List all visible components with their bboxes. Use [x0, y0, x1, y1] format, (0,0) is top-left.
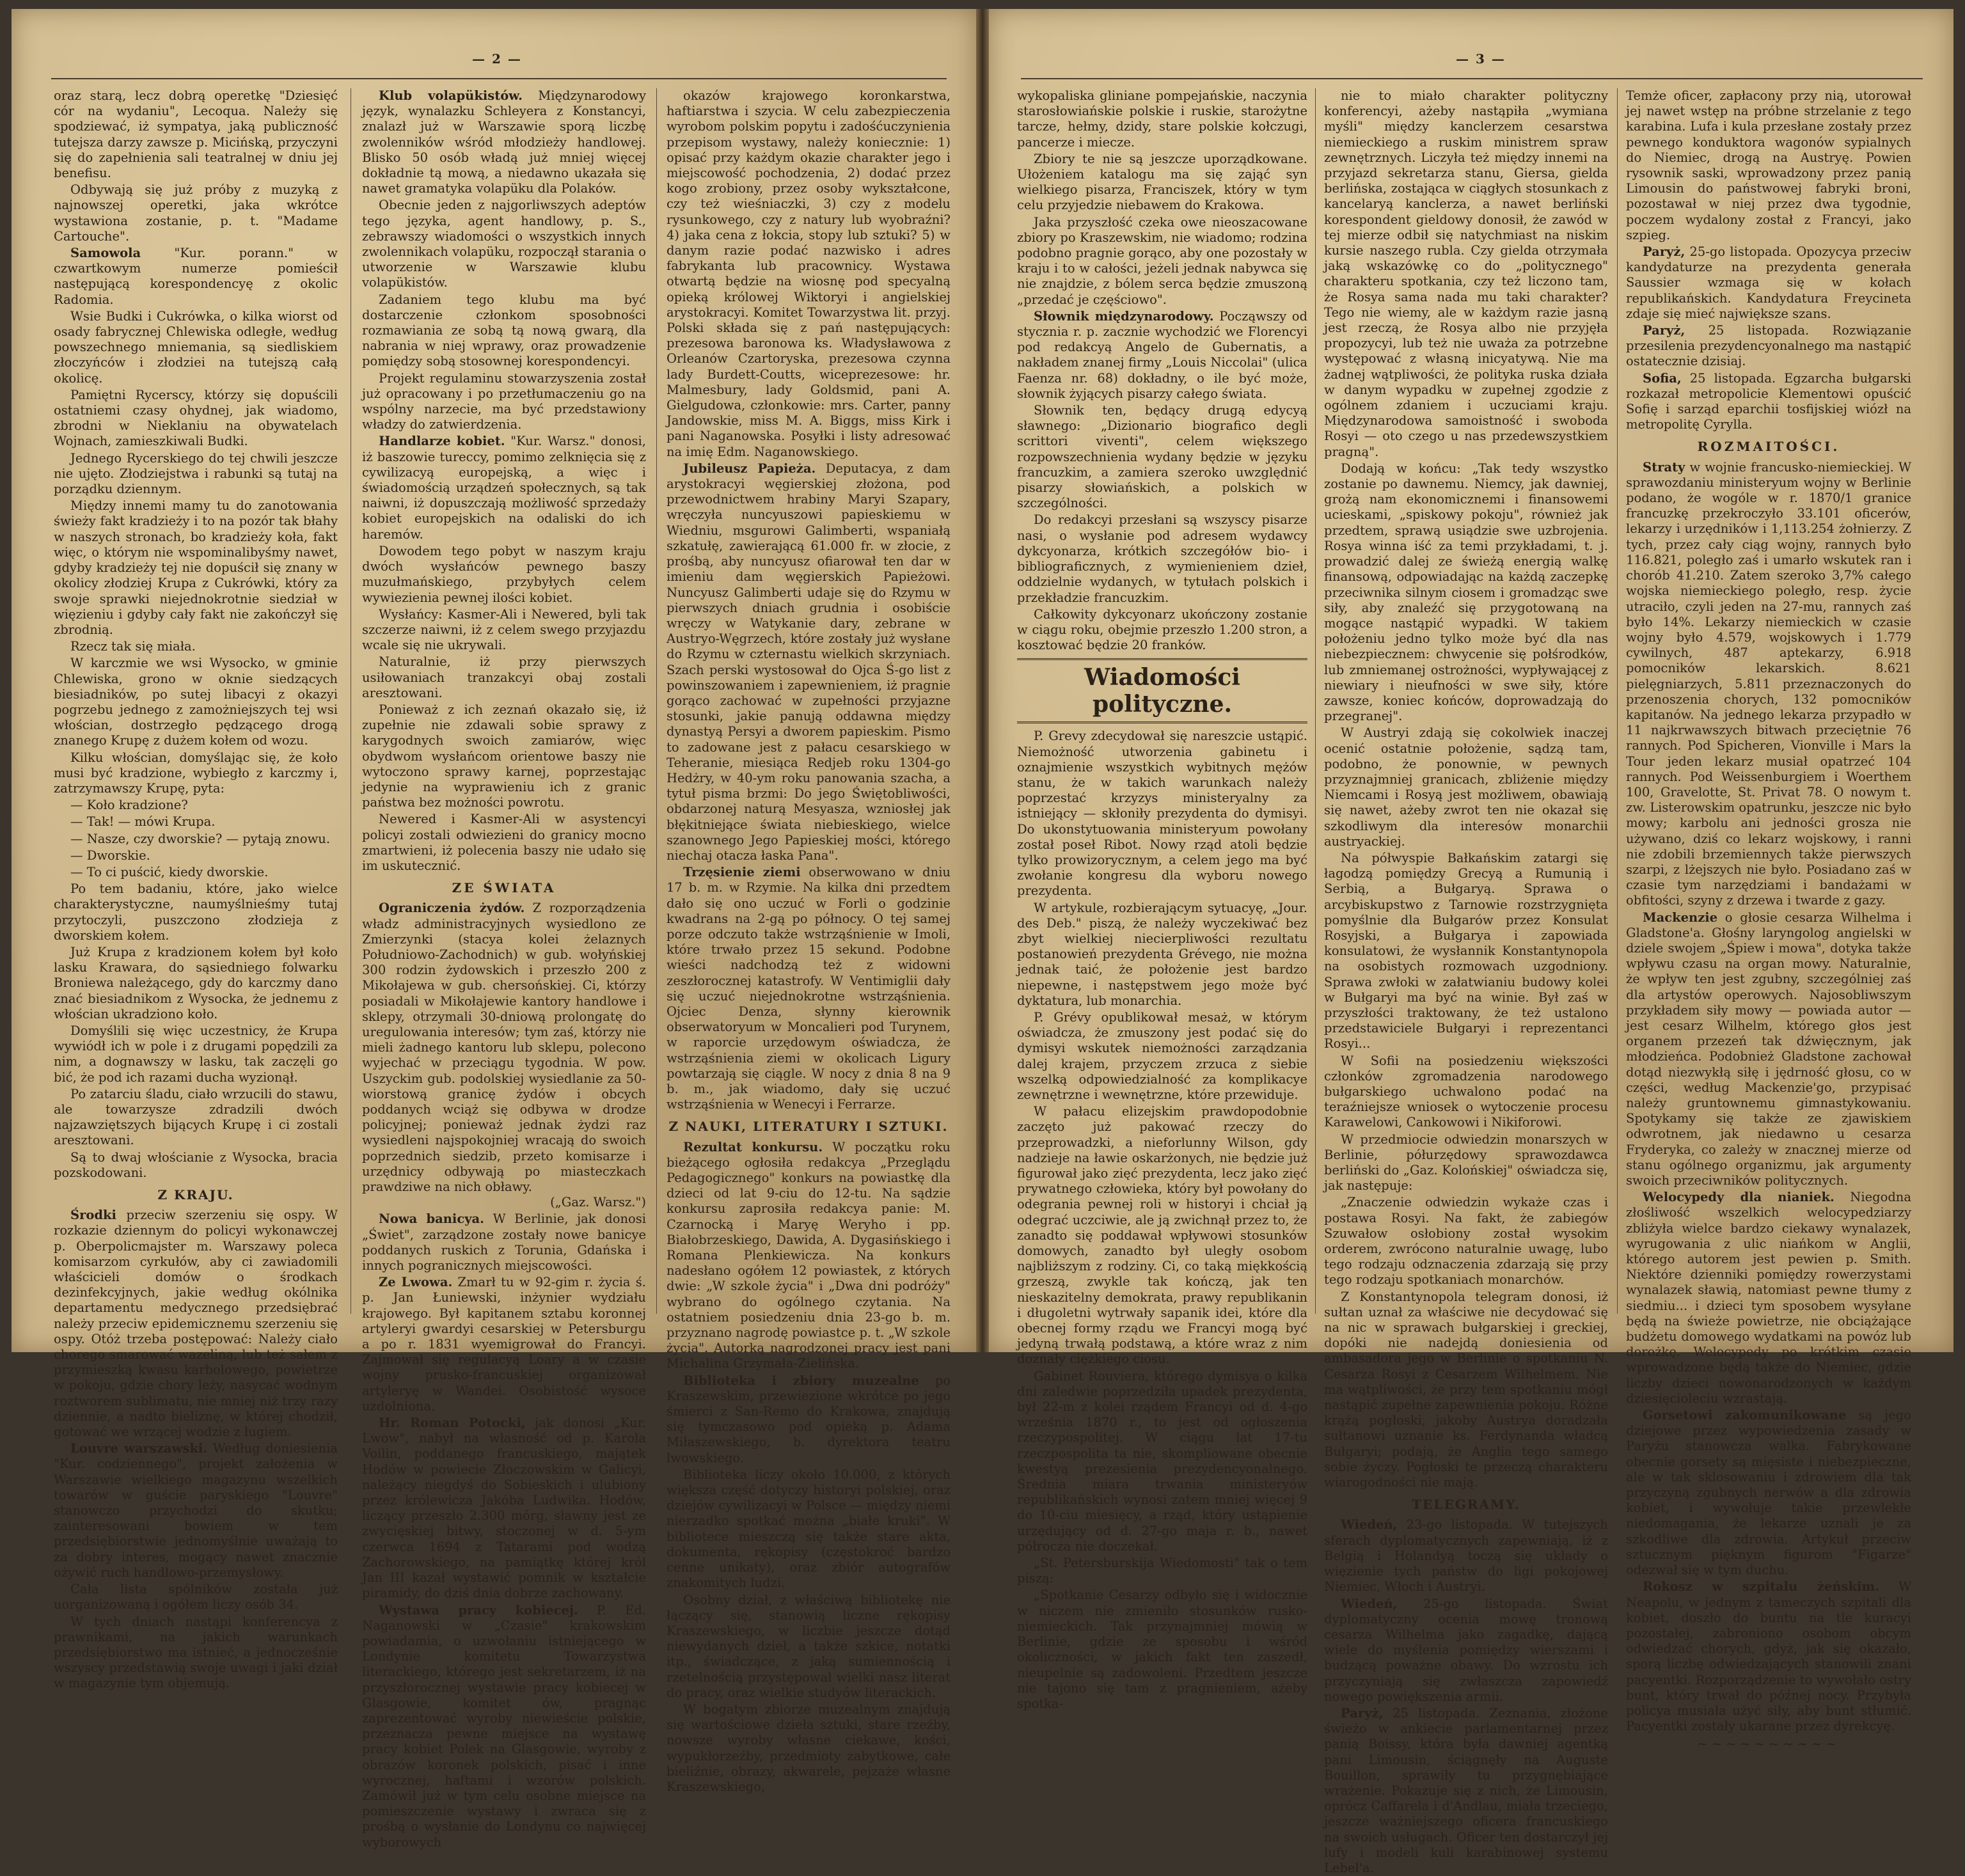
paragraph-text: Słownik ten, będący drugą edycyą sławnego: „Dizionario biografico degli scrittori viventi", celem większego rozpowszechnienia wydany będzie w języku francuzkim, a zamiera szeroko uwzględnić pisarzy słowiańskich, a polskich w szczególności.	[1017, 403, 1307, 511]
paragraph-text: P. Grévy opublikował mesaż, w którym oświadcza, że zmuszony jest podać się do dymisyi wskutek niemożności zarządzania dalej krajem, przyczem zrzuca z siebie wszelką odpowiedzialność za komplikacye zewnętrzne i wewnętrzne, które przewiduje.	[1017, 1009, 1307, 1102]
paragraph-text: wykopaliska gliniane pompejańskie, naczynia starosłowiańskie polskie i ruskie, starożytne tarcze, hełmy, dzidy, stare polskie kołczugi, pancerze i miecze.	[1017, 88, 1307, 150]
paragraph-text: Dodają w końcu: „Tak tedy wszystko zostanie po dawnemu. Niemcy, jak dawniej, grożą nam ekonomicznemi i finansowemi ucieskami, „spiskowy pokoju", również jak przedtem, sprawą usiądzie swe uzbrojenia. Rosya winna iść za temi przykładami, t. j. prowadzić dalej ze świeżą energią walkę finansową, odpowiadając na każdą zaczepkę przeciwnika silnym ciosem i gromadząc swe siły, aby znaleźć się przygotowaną na mogące nastąpić wypadki. W takiem położeniu jedno tylko może być dla nas niebezpiecznem: chwycenie się połśrodków, lub zmniemanej ostrożności, wypływającej z niewiary i nieufności w swe siły, które zawsze, koniec końców, doprowadzają do przegranej".	[1324, 461, 1608, 724]
lead-words: Wiedeń,	[1341, 1517, 1398, 1533]
paragraph-text: Jaka przyszłość czeka owe nieoszacowane zbiory po Kraszewskim, nie wiadomo; rodzina podobno pragnie gorąco, aby one pozostały w kraju i to w całości, jeżeli jednak nabywca się nie znajdzie, z bólem serca będzie zmuszoną „przedać je częściowo".	[1017, 214, 1307, 307]
paragraph-text: nie to miało charakter polityczny konferencyi, ażeby nastąpiła „wymiana myśli" między kanclerzem cesarstwa niemieckiego a ruskim ministrem spraw zewnętrznych. Liczyła też między innemi na przyjazd sekretarza stanu, Giersa, gielda berlińska, zostająca w ciągłych stosunkach z kancelaryą kanclerza, a nawet berliński korespondent gieldowy donosił, że zawód w tej mierze odbił się natychmiast na niskim kursie naszego rubla. Czy gielda otrzymała jaką wskazówkę co do „politycznego" charakteru spotkania, czy też liczono tam, że Rosya sama nada mu taki charakter? Tego nie wiemy, ale w każdym razie jasną jest rzeczą, że Rosya albo nie przyjęła propozycyi, lub też nie uważa za potrzebne występować z własną inicyatywą. Nie ma żadnej wątpliwości, że polityka ruska działa w danym wypadku w zupełnej zgodzie z ogólnem zdaniem i uczuciami kraju. Międzynarodowa samoistność i swoboda Rosyi — oto czego u nas przedewszystkiem pragną".	[1324, 88, 1608, 459]
page-number: — 3 —	[1456, 51, 1506, 67]
paragraph	[1626, 1408, 1911, 1578]
paragraph	[1017, 512, 1307, 605]
paragraph	[54, 798, 338, 813]
section-title: Wiadomości polityczne.	[1017, 658, 1307, 723]
paragraph-text: Po tem badaniu, które, jako wielce charakterystyczne, naumyślnieśmy tutaj przytoczyli, puszczono złodzieja z dworskiem kołem.	[54, 881, 338, 943]
paragraph-text: Newered i Kasmer-Ali w asystencyi policyi zostali odwiezieni do granicy mocno zmartwieni, iż polecenia baszy nie udało się im uskutecznić.	[362, 812, 646, 873]
lead-words: Straty	[1643, 459, 1685, 475]
article-block	[54, 88, 338, 1181]
paragraph	[54, 832, 338, 847]
paragraph	[667, 865, 951, 1112]
paragraph	[362, 434, 646, 542]
paragraph	[667, 461, 951, 863]
lead-words: Samowola	[70, 246, 141, 261]
lead-words: Welocypedy dla nianiek.	[1643, 1190, 1835, 1205]
paragraph-text: Odbywają się już próby z muzyką z najnowszej operetki, jaka wkrótce wystawiona zostanie, p. t. "Madame Cartouche".	[54, 182, 338, 244]
section-heading: Z NAUKI, LITERATURY I SZTUKI.	[668, 1119, 949, 1135]
lead-words: Paryż,	[1341, 1705, 1384, 1721]
paragraph-text: Zmarł tu w 92-gim r. życia ś. p. Jan Łuniewski, inżynier wydziału krajowego. Był kapitanem sztabu koronnej artyleryi gwardyi cesarskiej w Petersburgu a po r. 1831 wyemigrował do Francyi. Zajmował się regulacyą Loary a w czasie wojny prusko-francuskiej organizował artyleryę w Wandei. Osobistość wysoce uzdolniona.	[362, 1275, 646, 1414]
paragraph-text: są jego dziejowe przez wypowiedzenia zasady w Paryżu stanowcza walka. Fabrykowane obecnie gorsety są mięsiste i niebezpieczne, ale w tak sklosowaniu i zdrowiem dla tak przyczyną zgubnych nerwów a dla zdrowia kobiet, i wywołuje takie przewlekłe niedomagania, że lekarze uznali je za szkodliwe dla zdrowia. Artykuł przeciw sztucznym pięknym figurom "Figarze" odezwał się w tym duchu.	[1626, 1408, 1911, 1578]
paragraph	[1017, 88, 1307, 150]
paragraph-text: Na półwyspie Bałkańskim zatargi się łagodzą pomiędzy Grecyą a Rumunią i Serbią, a Bułgaryą. Sprawa o arcybiskupstwo z Tarnowie rozstrzygnięta pomyślnie dla Bułgarów przez Konsulat Rosyjski, a Bułgarya i zapowiada konsulatowi, że wysłannik Konstantynopola na osobistych rozmowach uzgodniony. Sprawa zwłoki w załatwianiu budowy kolei w Bułgaryi ma być na winie. Był zaś w przyszłości traktowany, że też ustalono przedstawiciele Bułgaryi i reprezentanci Rosyi...	[1324, 850, 1608, 1052]
paragraph	[1626, 244, 1911, 322]
paragraph	[1017, 901, 1307, 1009]
paragraph	[1324, 1289, 1608, 1491]
paragraph-text: — Dworskie.	[70, 847, 150, 863]
column-2	[362, 88, 647, 1850]
paragraph-text: Począwszy od stycznia r. p. zacznie wychodzić we Florencyi pod redakcyą Angelo de Gubernatis, a nakładem znanej firmy „Louis Niccolai" (ulica Faenza nr. 68) dokładny, o ile być może, słownik żyjących pisarzy całego świata.	[1017, 308, 1308, 401]
paragraph-text: W Berlinie, jak donosi „Świet", zarządzone zostały nowe banicye poddanych ruskich z Torunia, Gdańska i innych pogranicznych miejscowości.	[362, 1211, 646, 1273]
column-3	[1626, 88, 1911, 1752]
paragraph	[54, 848, 338, 863]
paragraph-text: Zbiory te nie są jeszcze uporządkowane. Ułożeniem katalogu ma się zająć syn wielkiego pisarza, Franciszek, który w tym celu przyjedzie niebawem do Krakowa.	[1017, 151, 1307, 213]
paragraph	[1324, 88, 1608, 460]
paragraph	[1324, 851, 1608, 1052]
paragraph-text: 23-go listopada. W tutejszych sferach dyplomatycznych zapewniają, iż z Belgią i Holandyą toczą się układy o więzienie tych państw do ligi pokojowej Niemiec, Włoch i Austryi.	[1324, 1517, 1608, 1595]
column-1	[54, 88, 338, 1691]
paragraph-text: Z Konstantynopola telegram donosi, iż sułtan uznał za właściwe nie decydować się na nic w sprawach bułgarskiej i greckiej, dopóki nie nadejdą doniesienia od ambasadora jego w Berlinie o spotkaniu N. Cesarza Rosyi z Cesarzem Wilhelmem. Nie ma wątpliwości, że przy tem spotkaniu mógł nastąpić zupełne zapewnienia pokoju. Różne krążą pogłoski, jakoby Austrya doradzała sułtanowi uznanie ks. Ferdynanda władcą Bułgaryi; podają, że Anglia tego samego sobie życzy. Pogłoski te przeczą charakteru wiarogodności nie mają.	[1324, 1289, 1608, 1490]
lead-words: Louvre warszawski.	[70, 1441, 208, 1456]
column-2	[1324, 88, 1608, 1875]
paragraph-text: przeciw szerzeniu się ospy. W rozkazie dziennym do policyi wykonawczej p. Oberpolicmajster m. Warszawy poleca komisarzom cyrkułów, aby ci zawiadomili właścicieli domów o środkach dezinfekcyjnych, jakie według okólnika departamentu medycznego przedsiębrać należy przeciw epidemicznemu szerzeniu się ospy. Otóż trzeba postępować: Należy ciało chorego smarować wazeliną, lub też sałem z przymieszką kwasu karbolowego, powietrze w pokoju, gdzie chory leży, nasycać wodnym roztworem sublimatu, nie mniej niż trzy razy dziennie, a nadto bieliznę, w której chodził, gotować we wrzącej wodzie z ługiem.	[54, 1208, 338, 1440]
paragraph	[1017, 215, 1307, 308]
paragraph	[54, 182, 338, 244]
paragraph-text: Domyślili się więc uczestnicy, że Krupa wywiódł ich w pole i z drugami popędzili za nim, a dognawszy w lasku, tak zaczęli go bić, że pod ich razami ducha wyzionął.	[54, 1023, 338, 1085]
paragraph	[1626, 460, 1911, 909]
paragraph-text: Gabinet Rouviera, którego dymisya o kilka dni zaledwie poprzedziła upadek prezydenta, był 22-m z kolei rządem Francyi od d. 4-go września 1870 r., to jest od ogłoszenia rzeczypospolitej. W ciągu lat 17-tu rzeczpospolita ta nie, skompliowane obecnie kwestyą prezesienia prezydencyonalnego. Średnia miara trwania ministeryów republikańskich wynosi zatem mniej więcej 9 do 10-ciu miesięcy, a rząd, który ustąpienie urzędujący od d. 27-go maja r. b., nawet półrocza nie doczekał.	[1017, 1368, 1307, 1554]
paragraph	[1324, 1132, 1608, 1194]
paragraph-text: Dowodem tego pobyt w naszym kraju dwóch wysłańców pewnego baszy muzułmańskiego, przybyłych celem wywiezienia pewnej ilości kobiet.	[362, 543, 646, 605]
paragraph-text: W Austryi zdają się cokolwiek inaczej ocenić ostatnie położenie, sądzą tam, podobno, że ponownie, w pewnych przyznajmniej granicach, zbliżenie między Niemcami i Rosyą jest możliwem, obawiają się nawet, ażeby zwrot ten nie okazał się szkodliwym dla interesów monarchii austryackiej.	[1324, 725, 1608, 849]
paragraph	[54, 1614, 338, 1692]
paragraph	[362, 88, 646, 196]
paragraph-text: Po zatarciu śladu, ciało wrzucili do stawu, ale towarzysze zdradzili dwóch najzawziętszych bijących Krupę i ci zostali aresztowani.	[54, 1086, 338, 1148]
left-page	[12, 9, 976, 1850]
paragraph	[1017, 403, 1307, 511]
paragraph-text: Zadaniem tego klubu ma być dostarczenie członkom sposobności rozmawiania ze sobą tą nową gwarą, dla nabrania w niej wprawy, oraz prowadzenie pomiędzy sobą stosownej korespondencyi.	[362, 292, 646, 369]
paragraph-text: Do redakcyi przesłani są wszyscy pisarze nasi, o wysłanie pod adresem wydawcy dykcyonarza, krótkich szczegółów bio- i bibliograficznych, z wymienieniem dzieł, oddzielnie wydanych, w tytułach polskich i przekładzie francuzkim.	[1017, 512, 1307, 605]
column-divider	[656, 88, 657, 1314]
paragraph	[54, 309, 338, 386]
paragraph-text: „St. Petersburskija Wiedomosti" tak o tem piszą:	[1017, 1556, 1307, 1586]
paragraph	[362, 1211, 646, 1273]
paragraph	[362, 292, 646, 370]
paragraph	[1626, 371, 1911, 433]
paragraph	[1324, 1706, 1608, 1876]
lead-words: Klub volapükistów.	[379, 88, 523, 103]
paragraph	[362, 702, 646, 810]
paragraph-text: W Neapolu, w jednym z tameczych szpitali dla kobiet, doszło do buntu na tle kuracyi pozostałej, zabroniono osobom obcym odwiedzać chorych, gdyż, jak się okazało, sporą liczbę odwiedzających stanowili znani pacyentki. Rozporządzenie to wywołało ostry bunt, który trwał do późnej nocy. Przybyła policya musiała użyć siły, aby bunt stłumić. Pacyentki zostały ukarane przez dyrekcyę.	[1626, 1579, 1911, 1734]
paragraph	[54, 639, 338, 654]
paragraph	[362, 544, 646, 606]
paragraph	[362, 1275, 646, 1414]
paragraph-text: W karczmie we wsi Wysocko, w gminie Chlewiska, grono w oknie siedzących biesiadników, po sutej libacyi z okazyi pogrzebu jednego z zamożniejszych tej wsi włościan, dostrzegło pędzącego drogą znanego Krupę z dużem kołem od wozu.	[54, 656, 338, 748]
paragraph-text: "Kur. porann." w czwartkowym numerze pomieścił następującą korespondencyę z okolic Radomia.	[54, 246, 338, 307]
paragraph	[54, 1087, 338, 1149]
paragraph-text: — Koło kradzione?	[70, 798, 188, 813]
paragraph-text: Pamiętni Rycerscy, którzy się dopuścili ostatniemi czasy ohydnej, jak wiadomo, zbrodni w Nieklaniu na obywatelach Wojnach, zamieszkiwali Budki.	[54, 387, 338, 449]
paragraph	[1626, 88, 1911, 243]
paragraph-text: — Nasze, czy dworskie? — pytają znowu.	[70, 831, 331, 846]
paragraph-text: P. Ed. Naganowski w „Czasie" krakowskim powiadamia, o uzwołaniu istniejącego w Londynie komitetu Towarzystwa literackiego, którego jest sekretarzem, iż na przyszłorocznej wystawie pracy kobiecej w Glasgowie, komitet ów, pragnąc zaprezentować wyroby niewieście polskie, przeznacza pewne miejsce na wystawę pracy kobiet Polek na Glasgowie, wyroby z obrazów koronek polskich, pisać i inne wyrocznej, haftami i wzorów polskich. Zamówił już w tym celu osobne miejsce na pomieszczenie wystawy i zwraca się z prośbą o wysłanie do Londynu co najwięcej wyborowych	[362, 1602, 647, 1850]
paragraph	[1017, 152, 1307, 214]
paragraph	[54, 1441, 338, 1580]
paragraph-text: Rzecz tak się miała.	[70, 639, 196, 654]
paragraph	[1017, 1369, 1307, 1554]
article-block	[54, 1208, 338, 1691]
article-block	[1017, 729, 1307, 1712]
paragraph-text: „Spotkanie Cesarzy odbyło się i widocznie w niczem nie zmieniło stosunków rusko-niemieckich. Tak przynajmniej mówią w Berlinie, gdzie ze sposobu i wśród okoliczności, w jakich fakt ten zaszedł, nieupelnie są zadowoleni. Przedtem jeszcze nie tajono się tam z pragnieniem, ażeby spotka-	[1017, 1588, 1307, 1711]
paragraph	[54, 945, 338, 1022]
paragraph	[362, 1603, 646, 1850]
paragraph	[1324, 461, 1608, 724]
paragraph-text: Temże oficer, zapłacony przy nią, utorował jej nawet wstęp na próbne strzelanie z tego karabina. Lufa i kula przesłane zostały przez pewnego konduktora wagonów sypialnych do Niemiec, drogą na Austryę. Powien rysownik saski, wprowadzony przez panią Limousin do państwowej fabryki broni, pozostawał w niej przez dwa tygodnie, poczem wydalony został z Francyi, jako szpieg.	[1626, 88, 1911, 242]
paragraph-text: Niegodna złośliwość wszelkich welocypedziarzy zbliżyła wielce bardzo ciekawy wynalazek, wyrugowania z ulic niańkom w Anglii, którego autorem jest pewien p. Smith. Niektóre dzienniki pomiędzy rowerzystami wynalazek sławią, natomiast pewne tłumy z siedmiu... i dzieci tym sposobem wysyłane będą na świeże powietrze, nie obciążające budżetu domowego wydatkami na powóz lub dorożkę. Welocypedy po krótkim czasie wprowadzone będą także do Niemiec, gdzie liczby dzieci nowonarodzonych w każdym dziesięcioleciu wzrastają.	[1626, 1190, 1911, 1406]
header-rule	[1021, 78, 1923, 79]
lead-words: Ograniczenia żydów.	[379, 901, 525, 916]
paragraph-text: „Znaczenie odwiedzin wykaże czas i postawa Rosyi. Na fakt, że zabiegów Szuwałow osłobiony został wysokim orderem, zwrócono naturalnie uwagę, lubo tego rodzaju odznaczenia zdarzają się przy tego rodzaju spotkaniach monarchów.	[1324, 1195, 1608, 1288]
paragraph	[1017, 607, 1307, 654]
lead-words: Paryż,	[1643, 323, 1685, 338]
paragraph	[667, 1702, 951, 1795]
paragraph-text: Międzynarodowy język, wynalazku Schleyera z Konstancyi, znalazł już w Warszawie sporą liczbę zwolenników wśród młodzieży handlowej. Blisko 50 osób władą już mniej więcej dokładnie tą mową, a niedawno ukazała się nawet gramatyka volapüku dla Polaków.	[362, 88, 646, 196]
paragraph-text: Naturalnie, iż przy pierwszych usiłowaniach tranzakcyi obaj zostali aresztowani.	[362, 654, 646, 700]
paragraph	[667, 88, 951, 460]
article-block	[362, 88, 646, 874]
paragraph-text: Całkowity dykcyonarz ukończony zostanie w ciągu roku, obejmie przeszło 1.200 stron, a kosztować będzie 20 franków.	[1017, 606, 1307, 653]
paragraph	[54, 656, 338, 748]
paragraph-text: 25-go listopada. Świat dyplomatyczny ocenia mowę tronową cesarza Wilhelma jako zagadkę, dającą wiele do myślenia pomiędzy wierszami i budzącą poważne obawy. Do wzrostu ich przyczyniają się zwłaszcza zapowiedź nowego powiększenia armii.	[1324, 1596, 1608, 1704]
paragraph	[54, 1582, 338, 1612]
paragraph-text: 25 listopada. Egzarcha bułgarski rozkazał metropolicie Klementowi opuścić Sofię i sarząd eparchii tosfijskiej wiózł na metropolitę Cyrylla.	[1626, 370, 1911, 432]
paragraph	[1017, 309, 1307, 402]
newspaper-spread	[12, 9, 1953, 1875]
paragraph	[54, 88, 338, 181]
source-citation: („Gaz. Warsz.")	[550, 1195, 646, 1210]
article-block	[1626, 460, 1911, 1735]
paragraph	[54, 1023, 338, 1085]
paragraph-text: obserwowano w dniu 17 b. m. w Rzymie. Na kilka dni przedtem dało się ono uczuć w Forli o godzinie kwadrans na 2-gą po północy. O tej samej porze odczuto także wstrząśnienie w Imoli, które trwało przez 15 sekund. Podobne wieści nadchodzą też z widowni zeszłorocznej katastrofy. W Ventimiglii dały się uczuć niejednokrotne wstrząśnienia. Ojciec Denza, słynny kierownik obserwatoryum w Moncalieri pod Turynem, w raporcie urzędowym oświadcza, że wstrząśnienia ziemi w okolicach Ligury powtarzają się ciągle. W nocy z dnia 8 na 9 b. m., jak wiadomo, dały się uczuć wstrząśnienia w Wenecyi i Ferrarze.	[667, 865, 951, 1112]
column-3	[667, 88, 951, 1794]
paragraph-text: 25 listopada. Rozwiązanie przesilenia prezydencyonalnego ma nastąpić ostatecznie dzisiaj.	[1626, 323, 1911, 369]
lead-words: Środki	[70, 1208, 116, 1223]
paragraph	[54, 1208, 338, 1440]
paragraph	[1324, 725, 1608, 849]
paragraph	[1626, 1579, 1911, 1734]
lead-words: Mackenzie	[1643, 910, 1718, 925]
paragraph	[1324, 1195, 1608, 1288]
column-divider	[1617, 88, 1618, 1314]
paragraph-text: W pałacu elizejskim prawdopodobnie zaczęto już pakować rzeczy do przeprowadzki, a nieforlunny Wilson, gdy nadzieje na ławie oskarżonych, nie będzie już figurował jako zięć prezydenta, lecz jako zięć prywatnego człowieka, który był powołany do odegrania pewnej roli w historyi i chciał ją odegrać uczciwie, ale ją zwichnął przez to, że zanadto się poddawał wpływowi stosunków domowych, zanadto był uległy osobom najbliższym z rodziny. Ci, co taką miękkością grzeszą, zwykle tak kończą, jak ten nieskazitelny demokrata, prawy republikanin i długoletni wytrwały sapanik idei, które dla obecnej formy rządu we Francyi mogą być jedyną trwałą podstawą, a które wraz z nim doznały ciężkiego ciosu.	[1017, 1104, 1307, 1367]
paragraph	[54, 865, 338, 880]
paragraph	[1017, 1588, 1307, 1712]
paragraph	[54, 814, 338, 830]
paragraph	[667, 1467, 951, 1591]
paragraph-text: — Tak! — mówi Krupa.	[70, 814, 216, 830]
paragraph	[362, 812, 646, 874]
paragraph	[1324, 1517, 1608, 1595]
paragraph	[54, 388, 338, 450]
article-block	[1626, 88, 1911, 432]
lead-words: Rokosz w szpitalu żeńskim.	[1643, 1579, 1879, 1595]
paragraph	[1324, 1596, 1608, 1705]
paragraph-text: W bogatym zbiorze muzealnym znajdują się wartościowe dzieła sztuki, stare rzeźby, nowsze wyroby własne ciekawe, kości, wypukłorzeźby, przedmioty zabytkowe, całe bieliźnie, obrazy, akwarele, pejzaże własne Kraszewskiego,	[667, 1701, 951, 1794]
article-block	[667, 1140, 951, 1795]
paragraph	[1017, 1104, 1307, 1367]
paragraph-text: Według doniesienia "Kur. codziennego", projekt założenia w Warszawie wielkiego magazynu wszelkich towarów w guście paryskiego "Louvre" stanowczo przychodzi do skutku; zainteresowani bowiem w tem przedsiębiorstwie jednomyślnie uważają to za dobry interes, mogący nawet znacznie ożywić ruch handlowo-przemysłowy.	[54, 1441, 338, 1580]
column-divider	[1315, 88, 1316, 1314]
paragraph	[54, 1150, 338, 1181]
lead-words: Jubileusz Papieża.	[683, 461, 816, 476]
lead-words: Hr. Roman Potocki,	[379, 1415, 526, 1431]
paragraph	[1626, 1190, 1911, 1407]
paragraph-text: o głosie cesarza Wilhelma i Gladstone'a. Głośny laryngolog angielski w dziele swojem „Śpiew i mowa", dotyka także wpływu czasu na organ mowy. Naturalnie, że wpływ ten jest zgubny, szczególniej zaś dla artystów operowych. Najosobliwszym przykładem siły mowy — powiada autor — jest cesarz Wilhelm, którego głos jest organem przezeń tak dźwięcznym, jak młodzieńca. Podobnież Gladstone zachował dotąd niezwykłą siłę i jędrność głosu, co w części, według Mackenzie'go, przypisać należy gruntownemu gimnastykowaniu. Spotykamy się także ze zjawiskiem odwrotnem, jak niedawno u cesarza Fryderyka, co zależy w znacznej mierze od stanu ogólnego organizmu, jak argumenty swoich przeciwników politycznych.	[1626, 910, 1911, 1188]
paragraph-text: W Sofii na posiedzeniu większości członków zgromadzenia narodowego bułgarskiego uchwalono podać na teraźniejsze wniosek o wytoczenie procesu Karawelowi, Cankowowi i Nikiforowi.	[1324, 1053, 1608, 1130]
paragraph	[54, 881, 338, 943]
article-block	[1324, 1517, 1608, 1876]
paragraph-text: W początku roku bieżącego ogłosiła redakcya „Przeglądu Pedagogicznego" konkurs na powiastkę dla dzieci od lat 9-ciu do 12-tu. Na sądzie konkursu zaprosiła redakcya panie: M. Czarnocką i Maryę Weryho i pp. Białobrzeskiego, Dawida, A. Dygasińskiego i Romana Plenkiewicza. Na konkurs nadesłano ogółem 12 powiastek, z których dwie: „W szkole życia" i „Dwa dni podróży" wybrano do ogólnego czytania. Na ostatniem posiedzeniu dnia 23-go b. m. przyznano nagrodę powiastce p. t. „W szkole życia". Autorką nagrodzonej pracy jest pani Michalina Grzymała-Zielińska.	[667, 1139, 951, 1371]
paragraph-text: Wysłańcy: Kasmer-Ali i Newered, byli tak szczerze naiwni, iż z celem swego przyjazdu wcale się nie ukrywali.	[362, 606, 646, 653]
lead-words: Słownik międzynarodowy.	[1034, 308, 1214, 324]
paragraph-text: W przedmiocie odwiedzin monarszych w Berlinie, półurzędowy sprawozdawca berliński do „Gaz. Kolońskiej" oświadcza się, jak następuje:	[1324, 1131, 1608, 1194]
lead-words: Trzęsienie ziemi	[683, 865, 801, 880]
paragraph	[362, 1415, 646, 1601]
section-heading: ROZMAITOŚCI.	[1697, 439, 1840, 455]
paragraph-text: Ponieważ z ich zeznań okazało się, iż zupełnie nie zdawali sobie sprawy z karygodnych swoich zamiarów, więc obydwom wysłańcom orientowe baszy nie wytoczono sprawy karnej, poprzestając jedynie na wyprawieniu ich z granic państwa bez możności powrotu.	[362, 702, 646, 810]
paragraph-text: Z rozporządzenia władz administracyjnych wysiedlono ze Zmierzynki (stacya kolei żelaznych Południowo-Zachodnich) w gub. wołyńskiej 300 rodzin żydowskich i przeszło 200 z Mikołajewa w gub. chersońskiej. Ci, którzy posiadali w Mikołajewie kantory handlowe i sklepy, otrzymali 30-dniową prolongatę do uregulowania interesów; tym zaś, którzy nie mieli żadnego kantoru lub sklepu, polecono wyjechać w przeciągu tygodnia. W pow. Uszyckim gub. podolskiej wysiedlanie za 50-wiorstową granicę żydów i obcych poddanych wciąż się odbywa w drodze policyjnej; ponieważ jednak żydzi raz wysiedleni najspokojniej wracają do swoich poprzednich siedzib, przeto komisarze i urzędnicy odbywają po miasteczkach prawdziwe na nich obławy.	[362, 901, 646, 1195]
paragraph-text: 25 listopada. Zeznania, złożone świeżo w ankiecie parlamentarnej przez panią Boissy, która była dawniej agentką pani Limousin, ściągnęły na Auguste Bouillon, sprawiły tu przygnębiające wrażenie. Pokazuje się z nich, że Limousin, oprócz Caffarela i d'Andlau, miała trzeciego, jeszcze ważniejszego oficera francuskiego na swoich usługach. Oficer ten dostarczył jej lufy i modeli kuli karabinowej systemu Lebel'a.	[1324, 1705, 1608, 1875]
section-heading: TELEGRAMY.	[1412, 1497, 1520, 1513]
page-gutter	[976, 9, 989, 1352]
paragraph	[54, 246, 338, 308]
lead-words: Handlarze kobiet.	[379, 434, 505, 449]
lead-words: Gorsetowi zakomunikowane	[1643, 1408, 1847, 1423]
paragraph-text: W tych dniach nastąpi konferencya z prawnikami, na jakich warunkach przedsiębiorstwo ma istnieć, a jednocześnie wszyscy przedstawią swoje uwagi i jaki dział w magazynie tym objemują.	[54, 1614, 338, 1691]
paragraph	[1017, 1010, 1307, 1103]
paragraph-text: "Kur. Warsz." donosi, iż baszowie tureccy, pomimo zelknięcia się z cywilizacyą europejską, a więc i świadomością urządzeń społecznych, są tak naiwni, iż dopuszczają możliwość sprzedaży kobiet europejskich na odaliski do ich haremów.	[362, 434, 646, 542]
header-rule	[51, 78, 947, 79]
paragraph-text: oraz starą, lecz dobrą operetkę "Dziesięć cór na wydaniu", Lecoqua. Należy się spodziewać, iż sympatya, jaką publiczność tutejsza darzy zawsze p. Micińską, przyczyni się do zapełnienia sali teatralnej w dniu jej benefisu.	[54, 88, 338, 181]
paragraph-text: jak donosi „Kur. Lwow", nabył na własność od p. Karola Voilin, poddanego francuskiego, majątek Hodów w powiecie Złoczowskim w Galicyi, należący niegdyś do Sobieskich i ulubiony przez królewicza Jakóba Ludwika. Hodów, liczący przeszło 2.300 mórg, sławny jest ze zwycięskiej bitwy, stoczonej w d. 5-ym czerwca 1694 z Tatarami pod wodzą Zachorowskiego, na pamiątkę której król Jan III kazał wystawić pomnik w kształcie piramidy, do dziś dnia dobrze zachowany.	[362, 1415, 646, 1601]
section-heading: Z KRAJU.	[157, 1187, 234, 1203]
paragraph-text: Są to dwaj włościanie z Wysocka, bracia pozskodowani.	[54, 1149, 338, 1180]
paragraph	[54, 498, 338, 638]
paragraph-text: w wojnie francusko-niemieckiej. W sprawozdaniu ministeryum wojny w Berlinie podano, że wogóle w r. 1870/1 granice francuzkę przekroczyło 33.101 oficerów, lekarzy i urzędników i 1,113.254 żołnierzy. Z tych, przez cały ciąg wojny, rannych było 116.821, poległo zaś i umarło wskutek ran i chorób 41.210. Zatem szeroko 3,7% całego wojska niemieckiego poległo, resp. życie utraciło, czyli jeden na 27-mu, rannych zaś było 14%. Lekarzy niemieckich w czasie wojny było 4.579, wojskowych i 1.779 cywilnych, 487 aptekarzy, 6.918 pomocników lekarskich. 8.621 pielęgniarzych, 5.811 przeznaczonych do przenoszenia chorych, 132 pomocników kapitanów. Na jednego lekarza przypadło w 11 najkrwawszych bitwach przeciętnie 76 rannych. Pod Spicheren, Vionville i Mars la Tour jeden lekarz musiał opatrzeć 104 rannych. Pod Weissenburgiem i Woerthem 100, Gravelotte, St. Privat 78. O nowym t. zw. Listerowskim opatrunku, jeszcze nic było mowy; karbolu ani jedności grosza nie używano, dziś co lekarz wojskowy, i ranni nie zdobili brzemiennych także pierwszych szarpi, z lżejszych nie było. Posiadano zaś w czasie tym narzędziami i bandażami w obfitości, szyny z drzewa i twarde z gazy.	[1626, 459, 1911, 908]
paragraph-text: Deputacya, z dam arystokracyi węgierskiej złożona, pod przewodnictwem hrabiny Maryi Szapary, wręczyła nuncyuszowi papieskiemu w Wiedniu, msgurowi Galimberti, wspaniałą szkatułę, zawierającą 61.000 fr. w złocie, z prośbą, aby nuncyusz ofiarował ten dar w imieniu dam węgierskich Papieżowi. Nuncyusz Galimberti udaje się do Rzymu w pierwszych dniach grudnia i osobiście wręczy w Watykanie dary, zebrane w Austryo-Węgrzech, które zostały już wysłane do Rzymu w czternastu wielkich skrzyniach. Szach perski wystosował do Ojca Ś-go list z powinszowaniem i zapewnieniem, iż pragnie gorąco zachować w zupełności przyjazne stosunki, jakie panują oddawna między dynastyą Persyi a dworem papieskim. Pismo to zadowane jest z pałacu cesarskiego w Teheranie, miesiąca Redjeb roku 1304-go Hedżry, w 40-ym roku panowania szacha, a tytuł pisma brzmi: Do jego Świętobliwości, obdarzonej naturą Mesyasza, wzniosłej jak błękitniejące świata niebieskiego, wielce szanownego Jego Papieskiej mości, którego niechaj otacza łaska Pana".	[667, 461, 951, 863]
paragraph	[362, 901, 646, 1210]
paragraph-text: Między innemi mamy tu do zanotowania świeży fakt kradzieży i to na pozór tak błahy w naszych stronach, bo kradzieży koła, fakt więc, o którym nie wspominalibyśmy nawet, gdyby kradzieży tej nie dopuścił się znany w okolicy złodziej Krupa z Cukrówki, który za swoje sprawki niejednokrotnie siedział w więzieniu i gdyby cały fakt nie zakończył się zbrodnią.	[54, 498, 338, 637]
article-block	[1017, 88, 1307, 653]
paragraph	[667, 1593, 951, 1701]
paragraph	[362, 198, 646, 290]
paragraph	[1324, 1053, 1608, 1131]
page-number: — 2 —	[472, 51, 522, 67]
paragraph	[1626, 910, 1911, 1189]
lead-words: Wiedeń,	[1341, 1596, 1398, 1611]
paragraph	[667, 1373, 951, 1466]
lead-words: Ze Lwowa.	[379, 1275, 453, 1290]
article-block	[362, 901, 646, 1850]
end-ornament: ~~~~~~~~~~	[1697, 1737, 1840, 1752]
paragraph	[1017, 1556, 1307, 1586]
paragraph	[54, 451, 338, 498]
section-heading: ZE ŚWIATA	[452, 880, 556, 896]
lead-words: Sofia,	[1643, 370, 1682, 386]
paragraph-text: Osobny dział, z właściwą bibliotekę nie łączący się, stanowią liczne rękopisy Kraszewskiego, w liczbie jeszcze dotąd niewydanych dzieł, a także szkice, notatki itp., świadczące, z jaką sumiennością i rzetelnością przystępował wielki nasz literat do pracy, oraz wielkie studyów literackich.	[667, 1592, 951, 1700]
paragraph-text: Obecnie jeden z najgorliwszych adeptów tego języka, agent handlowy, p. S., zebrawszy wiadomości o wszystkich innych zwolennikach volapüku, rozpoczął starania o utworzenie w Warszawie klubu volapükistów.	[362, 198, 646, 290]
paragraph-text: po Kraszewskim, przewiezione wkrótce po jego śmierci z San-Remo do Krakowa, znajdują się tymczasowo pod opieką p. Adama Miłaszewskiego, b. dyrektora teatru lwowskiego.	[667, 1373, 951, 1465]
paragraph-text: Jednego Rycerskiego do tej chwili jeszcze nie ujęto. Złodziejstwa i rabunki są tutaj na porządku dziennym.	[54, 450, 338, 497]
right-page	[989, 9, 1953, 1875]
paragraph-text: Cała lista spólników została już uorganizowaną i ogółem liczy osób 34.	[54, 1582, 338, 1612]
paragraph-text: P. Grevy zdecydował się nareszcie ustąpić. Niemożność utworzenia gabinetu i oznajmienie wszystkich wybitnych mężów stanu, że w takich warunkach należy poprzestać krzyzys ministeryalny za istniejący — skłoniły prezydenta do dymisyi. Do ukonstytuowania ministeryum powołany został poseł Ribot. Nowy rząd atoli będzie tylko prowizorycznym, a celem jego ma być zwołanie kongresu dla wyboru nowego prezydenta.	[1017, 729, 1307, 899]
paragraph	[362, 371, 646, 433]
lead-words: Biblioteka i zbiory muzealne	[683, 1373, 919, 1388]
paragraph-text: W artykule, rozbierającym sytuacyę, „Jour. des Deb." piszą, że należy wyczekiwać bez zbyt wielkiej niecierpliwości rezultatu postanowień prezydenta Grévego, nie można jednak taić, że położenie jest bardzo niepewne, i następstwem jego może być dyktatura, lub monarchia.	[1017, 900, 1307, 1008]
paragraph	[362, 607, 646, 654]
paragraph-text: 25-go listopada. Opozycya przeciw kandydaturze na prezydenta generała Saussier wzmaga się w kołach republikańskich. Kandydatura Freycineta zdaje się mieć największe szans.	[1626, 244, 1911, 321]
column-1	[1017, 88, 1308, 1711]
paragraph-text: Projekt regulaminu stowarzyszenia został już opracowany i po przetłumaczeniu go na wspólny narzecie, ma być przedstawiony władzy do zatwierdzenia.	[362, 370, 646, 432]
lead-words: Paryż,	[1643, 244, 1685, 260]
lead-words: Nowa banicya.	[379, 1211, 484, 1227]
paragraph-text: Wsie Budki i Cukrówka, o kilka wiorst od osady fabrycznej Chlewiska odległe, według powszechnego mniemania, są siedliskiem złoczyńców i złodziei na tutejszą całą okolicę.	[54, 308, 338, 386]
paragraph	[1017, 729, 1307, 899]
paragraph	[362, 654, 646, 701]
lead-words: Wystawa pracy kobiecej.	[379, 1602, 578, 1618]
paragraph-text: Kilku włościan, domyślając się, że koło musi być kradzione, wybiegło z karczmy i, zatrzymawszy Krupę, pyta:	[54, 750, 338, 796]
paragraph-text: Już Krupa z kradzionem kołem był koło lasku Krawara, do sąsiedniego folwarku Broniewa należącego, gdy do karczmy dano znać biesiadnikom z Wysocka, że jednemu z włościan ukradziono koło.	[54, 944, 338, 1021]
paragraph	[667, 1140, 951, 1372]
article-block	[1324, 88, 1608, 1490]
paragraph-text: — To ci puścić, kiedy dworskie.	[70, 864, 269, 879]
article-block	[667, 88, 951, 1112]
lead-words: Rezultat konkursu.	[683, 1139, 823, 1155]
paragraph	[1626, 323, 1911, 370]
paragraph	[54, 750, 338, 797]
paragraph-text: Biblioteka liczy około 10.000, z których większa część dotyczy historyi polskiej, oraz dziejów cywilizacyi w Polsce — między niemi nierzadko spotkać można „białe kruki". W bibliotece mieszczą się także stare akta, dokumenta, rękopisy (częstokroć bardzo cenne unikaty), oraz zbiór autografów znakomitych ludzi.	[667, 1467, 951, 1591]
paragraph-text: okazów krajowego koronkarstwa, haftiarstwa i szycia. W celu zabezpieczenia wyrobom polskim popytu i zadośćuczynienia przepisom wystawy, należy koniecznie: 1) opisać przy każdym okazie charakter jego i miejscowość pochodzenia, 2) dodać przez kogo zrobiony, przez osoby wykształcone, czy też wieśniaczki, 3) czy z modelu rysunkowego, czy z natury lub wyobraźni? 4) jaka cena z łokcia, stopy lub sztuki? 5) w danym razie podać nazwisko i adres fabrykanta lub pracownicy. Wystawa otwartą będzie na wiosnę pod specyalną opieką królowej Wiktoryi i angielskiej arystokracyi. Komitet Towarzystwa lit. przyj. Polski składa się z pań następujących: prezesowa baronowa ks. Władysławowa z Orleanów Czartoryska, prezesowa czynna lady Burdett-Coutts, wiceprezesowe: hr. Malmesbury, lady Goldsmid, pani A. Gielgudowa, członkowie: mrs. Carter, panny Jandowskie, miss M. A. Biggs, miss Kirk i pani Naganowska. Posyłki i listy adresować na imię Edm. Naganowskiego.	[667, 88, 951, 459]
